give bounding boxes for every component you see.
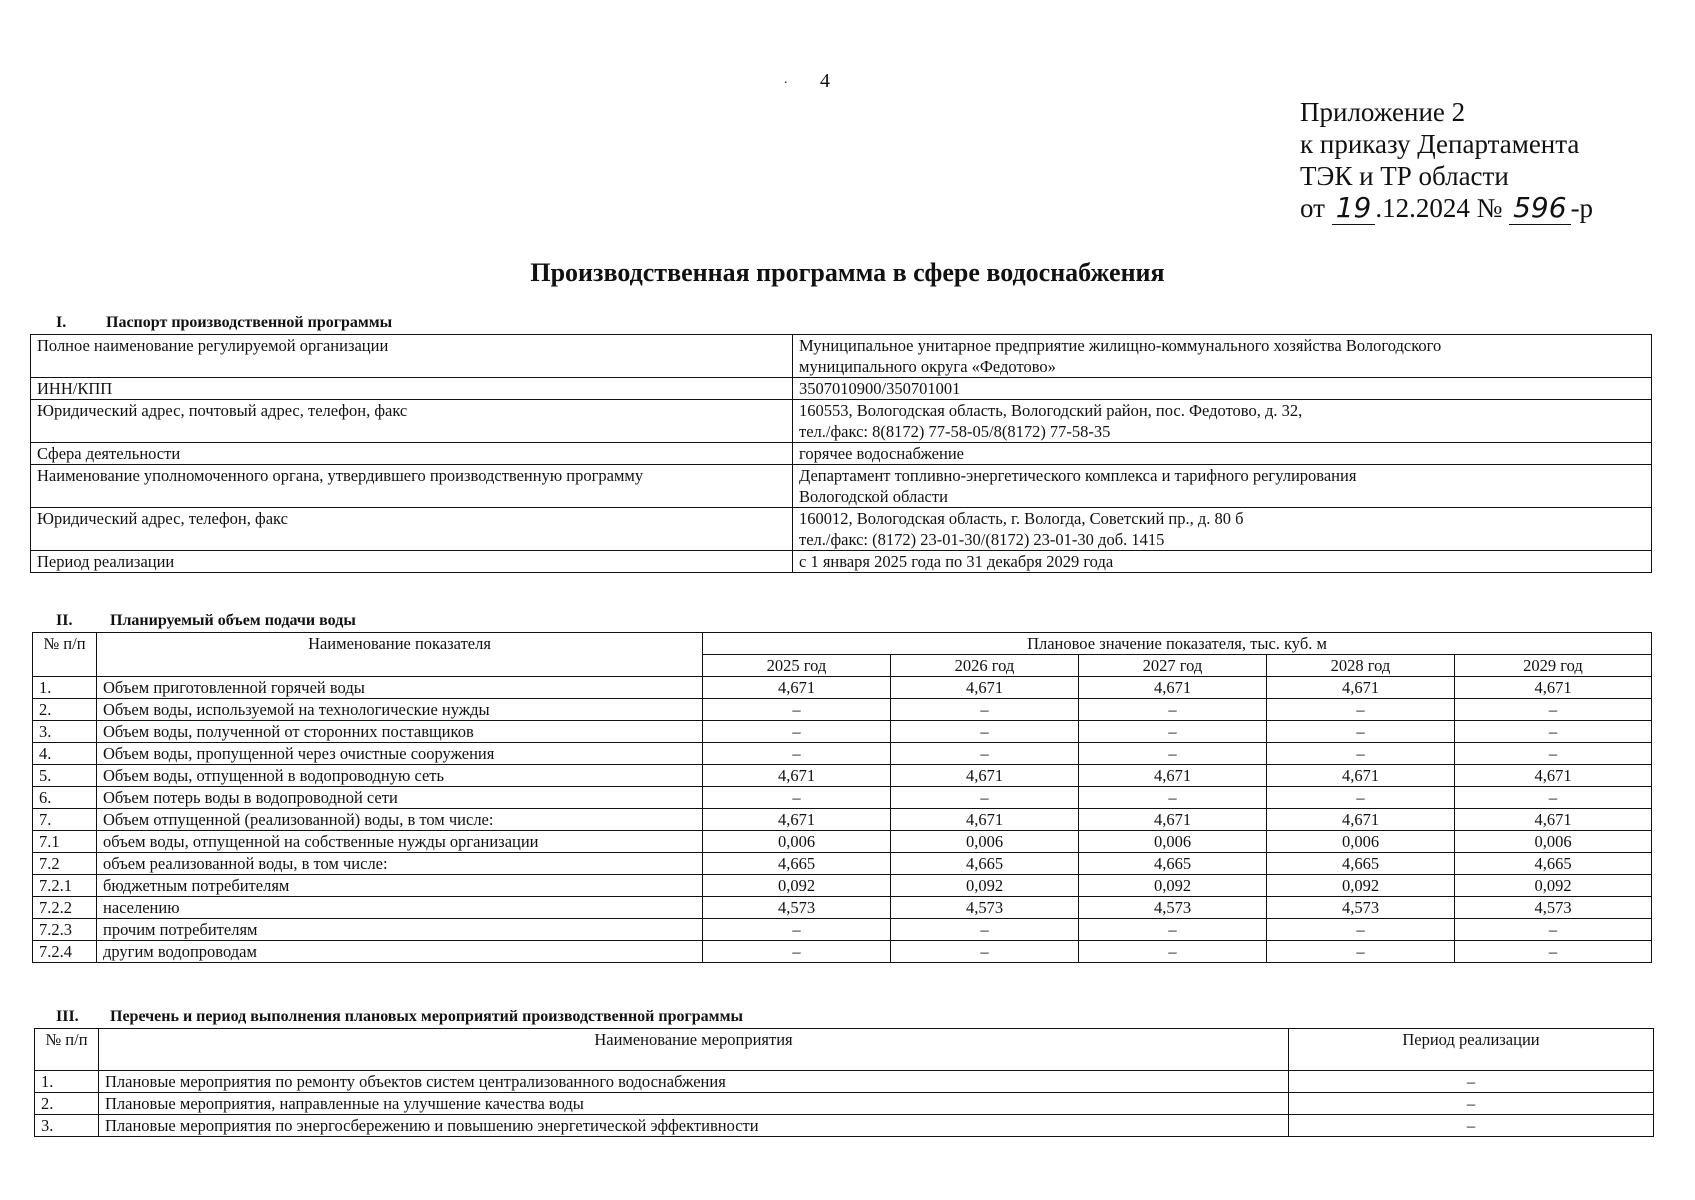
indicator-name: Объем воды, используемой на технологические нужды xyxy=(97,699,703,721)
indicator-value: 4,671 xyxy=(1267,809,1455,831)
order-number-handwritten: 596 xyxy=(1509,191,1570,225)
indicator-value: 4,671 xyxy=(1455,809,1652,831)
indicator-value: – xyxy=(1267,919,1455,941)
indicator-name: объем воды, отпущенной на собственные нужды организации xyxy=(97,831,703,853)
passport-value xyxy=(793,551,1652,573)
indicator-value: – xyxy=(1079,941,1267,963)
passport-row xyxy=(31,443,1652,465)
table-row xyxy=(33,853,1652,875)
passport-row xyxy=(31,508,1652,551)
indicator-value: – xyxy=(891,787,1079,809)
passport-value xyxy=(793,443,1652,465)
table-row xyxy=(33,809,1652,831)
section-number: II. xyxy=(56,612,73,629)
indicator-value: – xyxy=(1079,743,1267,765)
indicator-name: бюджетным потребителям xyxy=(97,875,703,897)
passport-value-line: муниципального округа «Федотово» xyxy=(799,357,1056,376)
row-number: 7.2 xyxy=(33,853,97,875)
indicator-value: 4,671 xyxy=(1267,765,1455,787)
indicator-value: – xyxy=(1267,941,1455,963)
scan-dot: . xyxy=(784,72,788,87)
indicator-value: – xyxy=(1079,721,1267,743)
passport-value-line: Муниципальное унитарное предприятие жилищно-коммунального хозяйства Вологодского xyxy=(799,336,1442,355)
passport-row xyxy=(31,335,1652,378)
measure-period: – xyxy=(1289,1071,1654,1093)
indicator-value: – xyxy=(1455,941,1652,963)
col-header-year: 2029 год xyxy=(1455,655,1652,677)
order-date: .12.2024 xyxy=(1375,193,1470,223)
row-number: 7.2.2 xyxy=(33,897,97,919)
section-2-heading xyxy=(56,612,356,630)
row-number: 7. xyxy=(33,809,97,831)
indicator-value: – xyxy=(891,919,1079,941)
indicator-value: 4,665 xyxy=(703,853,891,875)
indicator-name: прочим потребителям xyxy=(97,919,703,941)
indicator-value: 4,671 xyxy=(703,677,891,699)
indicator-value: – xyxy=(1267,787,1455,809)
indicator-value: – xyxy=(1079,699,1267,721)
indicator-value: 4,671 xyxy=(891,809,1079,831)
indicator-value: 4,671 xyxy=(1079,809,1267,831)
indicator-value: – xyxy=(891,941,1079,963)
passport-value xyxy=(793,335,1652,378)
indicator-value: – xyxy=(1455,787,1652,809)
indicator-value: 0,006 xyxy=(891,831,1079,853)
appendix-line: ТЭК и ТР области xyxy=(1300,161,1509,191)
appendix-block xyxy=(1300,96,1593,224)
table-row xyxy=(33,765,1652,787)
indicator-value: 4,671 xyxy=(1079,765,1267,787)
col-header-year: 2027 год xyxy=(1079,655,1267,677)
indicator-value: 4,671 xyxy=(1079,677,1267,699)
row-number: 2. xyxy=(33,699,97,721)
passport-label: Юридический адрес, телефон, факс xyxy=(31,508,793,551)
row-number: 5. xyxy=(33,765,97,787)
indicator-value: – xyxy=(1455,919,1652,941)
table-row xyxy=(33,677,1652,699)
indicator-name: Объем воды, отпущенной в водопроводную сеть xyxy=(97,765,703,787)
indicator-value: 4,671 xyxy=(703,765,891,787)
measure-name: Плановые мероприятия по ремонту объектов систем централизованного водоснабжения xyxy=(99,1071,1289,1093)
measures-table xyxy=(34,1028,1654,1137)
measure-period: – xyxy=(1289,1115,1654,1137)
col-header-measure: Наименование мероприятия xyxy=(99,1029,1289,1071)
passport-value-line: тел./факс: 8(8172) 77-58-05/8(8172) 77-58-35 xyxy=(799,422,1111,441)
passport-value-line: 160553, Вологодская область, Вологодский район, пос. Федотово, д. 32, xyxy=(799,401,1303,420)
table-row xyxy=(33,743,1652,765)
table-row xyxy=(33,941,1652,963)
passport-value xyxy=(793,508,1652,551)
indicator-value: 4,671 xyxy=(1455,765,1652,787)
indicator-name: другим водопроводам xyxy=(97,941,703,963)
indicator-value: 4,671 xyxy=(1267,677,1455,699)
order-line xyxy=(1300,192,1593,224)
indicator-value: – xyxy=(891,721,1079,743)
indicator-value: – xyxy=(1455,721,1652,743)
passport-value xyxy=(793,378,1652,400)
passport-row xyxy=(31,400,1652,443)
row-number: 1. xyxy=(33,677,97,699)
indicator-value: 0,092 xyxy=(1455,875,1652,897)
indicator-value: 4,573 xyxy=(1455,897,1652,919)
measure-period: – xyxy=(1289,1093,1654,1115)
row-number: 1. xyxy=(35,1071,99,1093)
table-row xyxy=(35,1115,1654,1137)
indicator-value: 4,671 xyxy=(891,677,1079,699)
indicator-value: – xyxy=(703,721,891,743)
order-day-handwritten: 19 xyxy=(1332,191,1376,225)
col-header-no: № п/п xyxy=(35,1029,99,1071)
indicator-value: – xyxy=(703,787,891,809)
passport-row xyxy=(31,378,1652,400)
table-row xyxy=(35,1071,1654,1093)
passport-label: ИНН/КПП xyxy=(31,378,793,400)
table-row xyxy=(35,1093,1654,1115)
row-number: 6. xyxy=(33,787,97,809)
passport-label: Юридический адрес, почтовый адрес, телефон, факс xyxy=(31,400,793,443)
passport-row xyxy=(31,465,1652,508)
indicator-value: – xyxy=(703,743,891,765)
row-number: 2. xyxy=(35,1093,99,1115)
indicator-value: 4,573 xyxy=(891,897,1079,919)
indicator-value: 0,092 xyxy=(703,875,891,897)
indicator-value: 4,665 xyxy=(1455,853,1652,875)
indicator-value: 0,006 xyxy=(703,831,891,853)
passport-table xyxy=(30,334,1652,573)
indicator-value: – xyxy=(1079,787,1267,809)
indicator-value: 4,671 xyxy=(891,765,1079,787)
passport-value-line: 3507010900/350701001 xyxy=(799,379,961,398)
indicator-value: 4,671 xyxy=(1455,677,1652,699)
table-row xyxy=(33,897,1652,919)
row-number: 7.1 xyxy=(33,831,97,853)
row-number: 3. xyxy=(35,1115,99,1137)
indicator-name: объем реализованной воды, в том числе: xyxy=(97,853,703,875)
indicator-value: – xyxy=(1079,919,1267,941)
passport-row xyxy=(31,551,1652,573)
passport-value-line: с 1 января 2025 года по 31 декабря 2029 года xyxy=(799,552,1114,571)
row-number: 3. xyxy=(33,721,97,743)
order-prefix: от xyxy=(1300,193,1325,223)
indicator-value: – xyxy=(1267,743,1455,765)
indicator-value: – xyxy=(1455,699,1652,721)
passport-value-line: 160012, Вологодская область, г. Вологда, Советский пр., д. 80 б xyxy=(799,509,1244,528)
indicator-value: 4,665 xyxy=(891,853,1079,875)
indicator-value: – xyxy=(891,743,1079,765)
passport-label: Сфера деятельности xyxy=(31,443,793,465)
table-row xyxy=(33,919,1652,941)
passport-label: Период реализации xyxy=(31,551,793,573)
passport-value-line: Вологодской области xyxy=(799,487,948,506)
indicator-value: 4,573 xyxy=(1267,897,1455,919)
appendix-line: Приложение 2 xyxy=(1300,97,1466,127)
indicator-value: – xyxy=(1455,743,1652,765)
indicator-value: – xyxy=(1267,721,1455,743)
passport-value-line: Департамент топливно-энергетического комплекса и тарифного регулирования xyxy=(799,466,1357,485)
indicator-value: – xyxy=(891,699,1079,721)
indicator-value: 0,006 xyxy=(1267,831,1455,853)
indicator-value: – xyxy=(703,919,891,941)
indicator-value: 0,006 xyxy=(1455,831,1652,853)
passport-value xyxy=(793,400,1652,443)
indicator-value: – xyxy=(1267,699,1455,721)
col-header-year: 2028 год xyxy=(1267,655,1455,677)
row-number: 7.2.3 xyxy=(33,919,97,941)
indicator-value: 0,092 xyxy=(1079,875,1267,897)
indicator-value: 0,006 xyxy=(1079,831,1267,853)
appendix-line: к приказу Департамента xyxy=(1300,129,1580,159)
table-row xyxy=(33,831,1652,853)
section-number: III. xyxy=(56,1008,79,1025)
col-header-indicator: Наименование показателя xyxy=(97,633,703,677)
row-number: 7.2.4 xyxy=(33,941,97,963)
col-header-period: Период реализации xyxy=(1289,1029,1654,1071)
col-header-no: № п/п xyxy=(33,633,97,677)
row-number: 7.2.1 xyxy=(33,875,97,897)
indicator-name: Объем воды, пропущенной через очистные сооружения xyxy=(97,743,703,765)
table-row xyxy=(33,699,1652,721)
measure-name: Плановые мероприятия, направленные на улучшение качества воды xyxy=(99,1093,1289,1115)
indicator-value: 4,665 xyxy=(1079,853,1267,875)
section-title: Перечень и период выполнения плановых мероприятий производственной программы xyxy=(110,1008,743,1025)
passport-label: Полное наименование регулируемой организации xyxy=(31,335,793,378)
passport-value-line: горячее водоснабжение xyxy=(799,444,964,463)
passport-value-line: тел./факс: (8172) 23-01-30/(8172) 23-01-30 доб. 1415 xyxy=(799,530,1165,549)
indicator-name: Объем воды, полученной от сторонних поставщиков xyxy=(97,721,703,743)
section-title: Паспорт производственной программы xyxy=(106,314,393,331)
passport-label: Наименование уполномоченного органа, утвердившего производственную программу xyxy=(31,465,793,508)
table-row xyxy=(33,721,1652,743)
col-header-year: 2025 год xyxy=(703,655,891,677)
order-number-sign: № xyxy=(1476,193,1503,223)
table-row xyxy=(33,787,1652,809)
indicator-name: Объем потерь воды в водопроводной сети xyxy=(97,787,703,809)
section-3-heading xyxy=(56,1008,743,1026)
section-1-heading xyxy=(56,314,392,332)
document-title: Производственная программа в сфере водоснабжения xyxy=(530,258,1165,287)
indicator-value: 4,573 xyxy=(703,897,891,919)
indicator-value: 0,092 xyxy=(891,875,1079,897)
indicator-value: 4,671 xyxy=(703,809,891,831)
indicator-value: 4,573 xyxy=(1079,897,1267,919)
indicator-name: Объем приготовленной горячей воды xyxy=(97,677,703,699)
col-header-year: 2026 год xyxy=(891,655,1079,677)
water-volume-table xyxy=(32,632,1652,963)
indicator-value: – xyxy=(703,941,891,963)
order-suffix: -р xyxy=(1570,193,1594,223)
table-row xyxy=(33,875,1652,897)
col-header-plan: Плановое значение показателя, тыс. куб. м xyxy=(703,633,1652,655)
passport-value xyxy=(793,465,1652,508)
measure-name: Плановые мероприятия по энергосбережению и повышению энергетической эффективности xyxy=(99,1115,1289,1137)
indicator-name: населению xyxy=(97,897,703,919)
page-number: 4 xyxy=(820,70,830,92)
indicator-value: 0,092 xyxy=(1267,875,1455,897)
indicator-value: – xyxy=(703,699,891,721)
section-number: I. xyxy=(56,314,67,331)
section-title: Планируемый объем подачи воды xyxy=(110,612,356,629)
indicator-value: 4,665 xyxy=(1267,853,1455,875)
row-number: 4. xyxy=(33,743,97,765)
indicator-name: Объем отпущенной (реализованной) воды, в том числе: xyxy=(97,809,703,831)
